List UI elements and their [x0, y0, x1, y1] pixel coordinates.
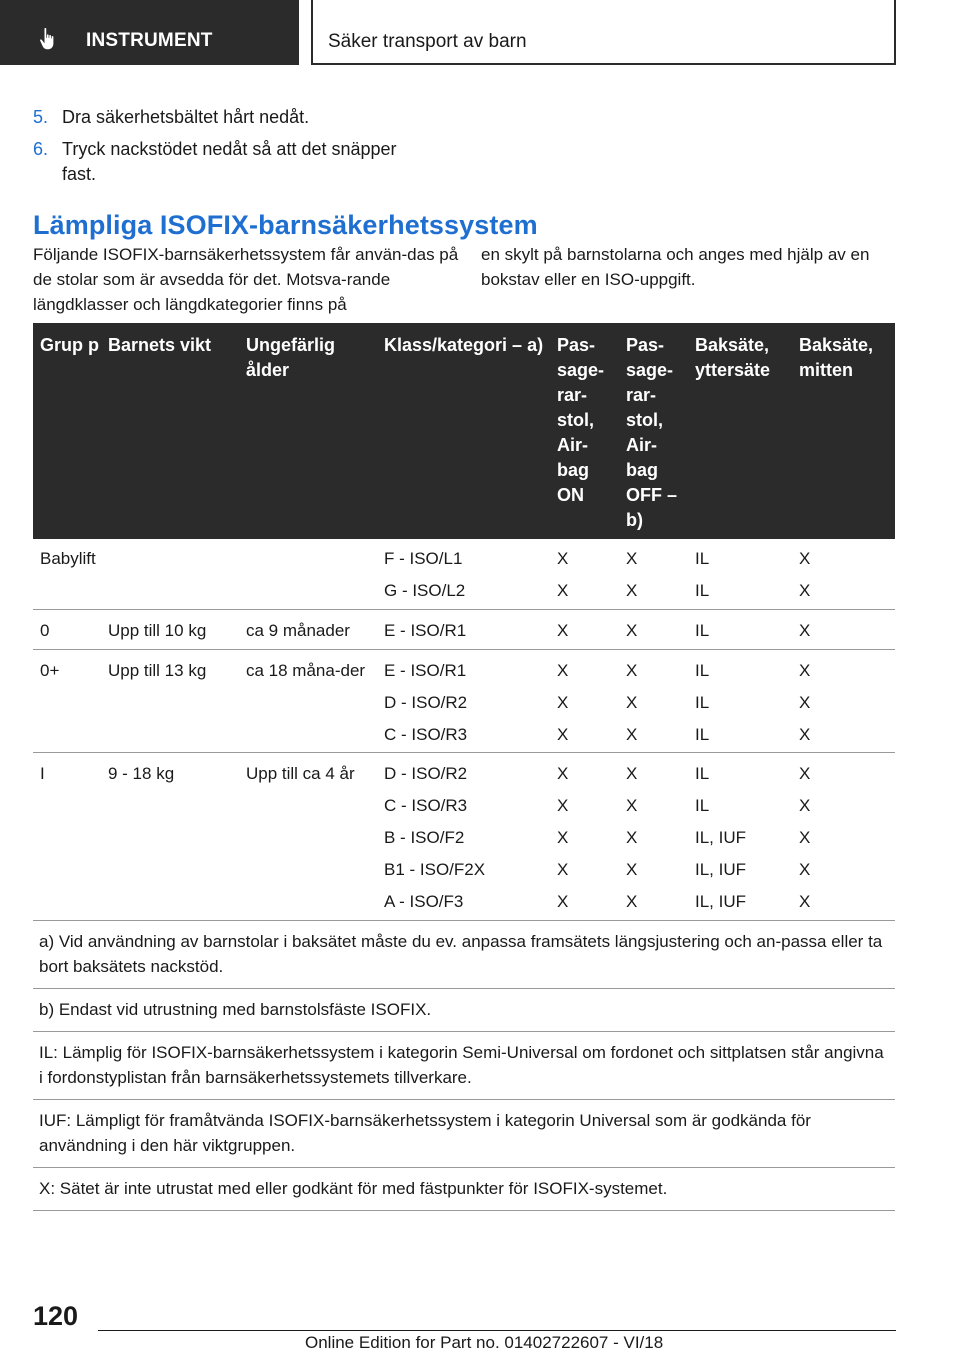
cell-group: 0 [40, 621, 50, 640]
table-row [33, 753, 895, 921]
cell-group: I [40, 764, 45, 783]
footer-edition: Online Edition for Part no. 01402722607 - VI/18 [305, 1333, 664, 1352]
cell-airbag-on: X [557, 621, 569, 640]
header-section-tab [0, 0, 299, 65]
table-note: IL: Lämplig för ISOFIX-barnsäkerhetssystem i kategorin Semi-Universal om fordonet och sittplatsen står angivna i fordonstyplistan från barnsäkerhetssystemets tillverkare. [33, 1032, 895, 1100]
cell-weight: Upp till 13 kg [108, 661, 207, 680]
table-row [33, 650, 895, 753]
cell-rear-outer: IL IL [695, 549, 710, 600]
column-header-class: Klass/kategori – a) [384, 335, 544, 355]
cell-airbag-off: X X X [626, 661, 638, 744]
step-list [33, 105, 453, 194]
isofix-table [33, 323, 895, 1211]
step-number: 5. [33, 107, 49, 127]
cell-class: E - ISO/R1 [384, 621, 467, 640]
cell-rear-middle: X X X [799, 661, 811, 744]
cell-airbag-on: X X X [557, 661, 569, 744]
hand-pointer-icon [38, 26, 64, 52]
table-note: b) Endast vid utrustning med barnstolsfäste ISOFIX. [33, 989, 895, 1032]
cell-weight: Upp till 10 kg [108, 621, 207, 640]
table-note: IUF: Lämpligt för framåtvända ISOFIX-barnsäkerhetssystem i kategorin Universal som är godkända för användning i den här viktgruppen. [33, 1100, 895, 1168]
header-section-label: INSTRUMENT [86, 30, 213, 51]
cell-age: ca 18 måna-der [246, 661, 366, 680]
cell-age: ca 9 månader [246, 621, 350, 640]
cell-class: E - ISO/R1 D - ISO/R2 C - ISO/R3 [384, 661, 468, 744]
cell-airbag-off: X [626, 621, 638, 640]
table-note: a) Vid användning av barnstolar i baksätet måste du ev. anpassa framsätets längsjustering och an-passa eller ta bort baksätets nackstöd. [33, 921, 895, 989]
table-row [33, 539, 895, 610]
cell-class: F - ISO/L1 G - ISO/L2 [384, 549, 466, 600]
step-number: 6. [33, 139, 49, 159]
cell-rear-outer: IL [695, 621, 710, 640]
cell-airbag-off: X X [626, 549, 638, 600]
table-note: X: Sätet är inte utrustat med eller godkänt för med fästpunkter för ISOFIX-systemet. [33, 1168, 895, 1211]
column-header-rear-middle: Baksäte, mitten [799, 335, 874, 380]
step-text: Tryck nackstödet nedåt så att det snäpper fast. [62, 139, 397, 184]
step-text: Dra säkerhetsbältet hårt nedåt. [62, 107, 310, 127]
header-title-box [311, 0, 896, 65]
cell-rear-middle: X X [799, 549, 811, 600]
cell-airbag-on: X X X X X [557, 764, 569, 911]
cell-class: D - ISO/R2 C - ISO/R3 B - ISO/F2 B1 - ISO/F2X A - ISO/F3 [384, 764, 486, 911]
column-header-airbag-on: Pas- sage- rar- stol, Air- bag ON [557, 335, 605, 505]
section-heading: Lämpliga ISOFIX-barnsäkerhetssystem [33, 210, 538, 240]
intro-text-right: en skylt på barnstolarna och anges med hjälp av en bokstav eller en ISO-uppgift. [481, 245, 870, 289]
column-header-rear-outer: Baksäte, yttersäte [695, 335, 771, 380]
cell-weight: 9 - 18 kg [108, 764, 175, 783]
cell-airbag-on: X X [557, 549, 569, 600]
footer-divider [98, 1330, 896, 1331]
cell-rear-outer: IL IL IL, IUF IL, IUF IL, IUF [695, 764, 747, 911]
table-row [33, 610, 895, 650]
intro-text-left: Följande ISOFIX-barnsäkerhetssystem får använ-das på de stolar som är avsedda för det. Motsva-rande längdklasser och längdkategorier finns på [33, 245, 459, 314]
page-number: 120 [33, 1301, 79, 1331]
column-header-airbag-off: Pas- sage- rar- stol, Air- bag OFF – b) [626, 335, 678, 530]
column-header-weight: Barnets vikt [108, 335, 212, 355]
cell-rear-middle: X X X X X [799, 764, 811, 911]
header-title: Säker transport av barn [328, 31, 527, 52]
cell-age: Upp till ca 4 år [246, 764, 355, 783]
step-item [33, 105, 453, 130]
cell-rear-middle: X [799, 621, 811, 640]
cell-rear-outer: IL IL IL [695, 661, 710, 744]
table-header [33, 323, 895, 539]
column-header-group: Grup p [40, 335, 99, 355]
step-item [33, 137, 453, 187]
column-header-age: Ungefärlig ålder [246, 335, 336, 380]
cell-group: 0+ [40, 661, 60, 680]
cell-airbag-off: X X X X X [626, 764, 638, 911]
cell-group: Babylift [40, 549, 96, 568]
